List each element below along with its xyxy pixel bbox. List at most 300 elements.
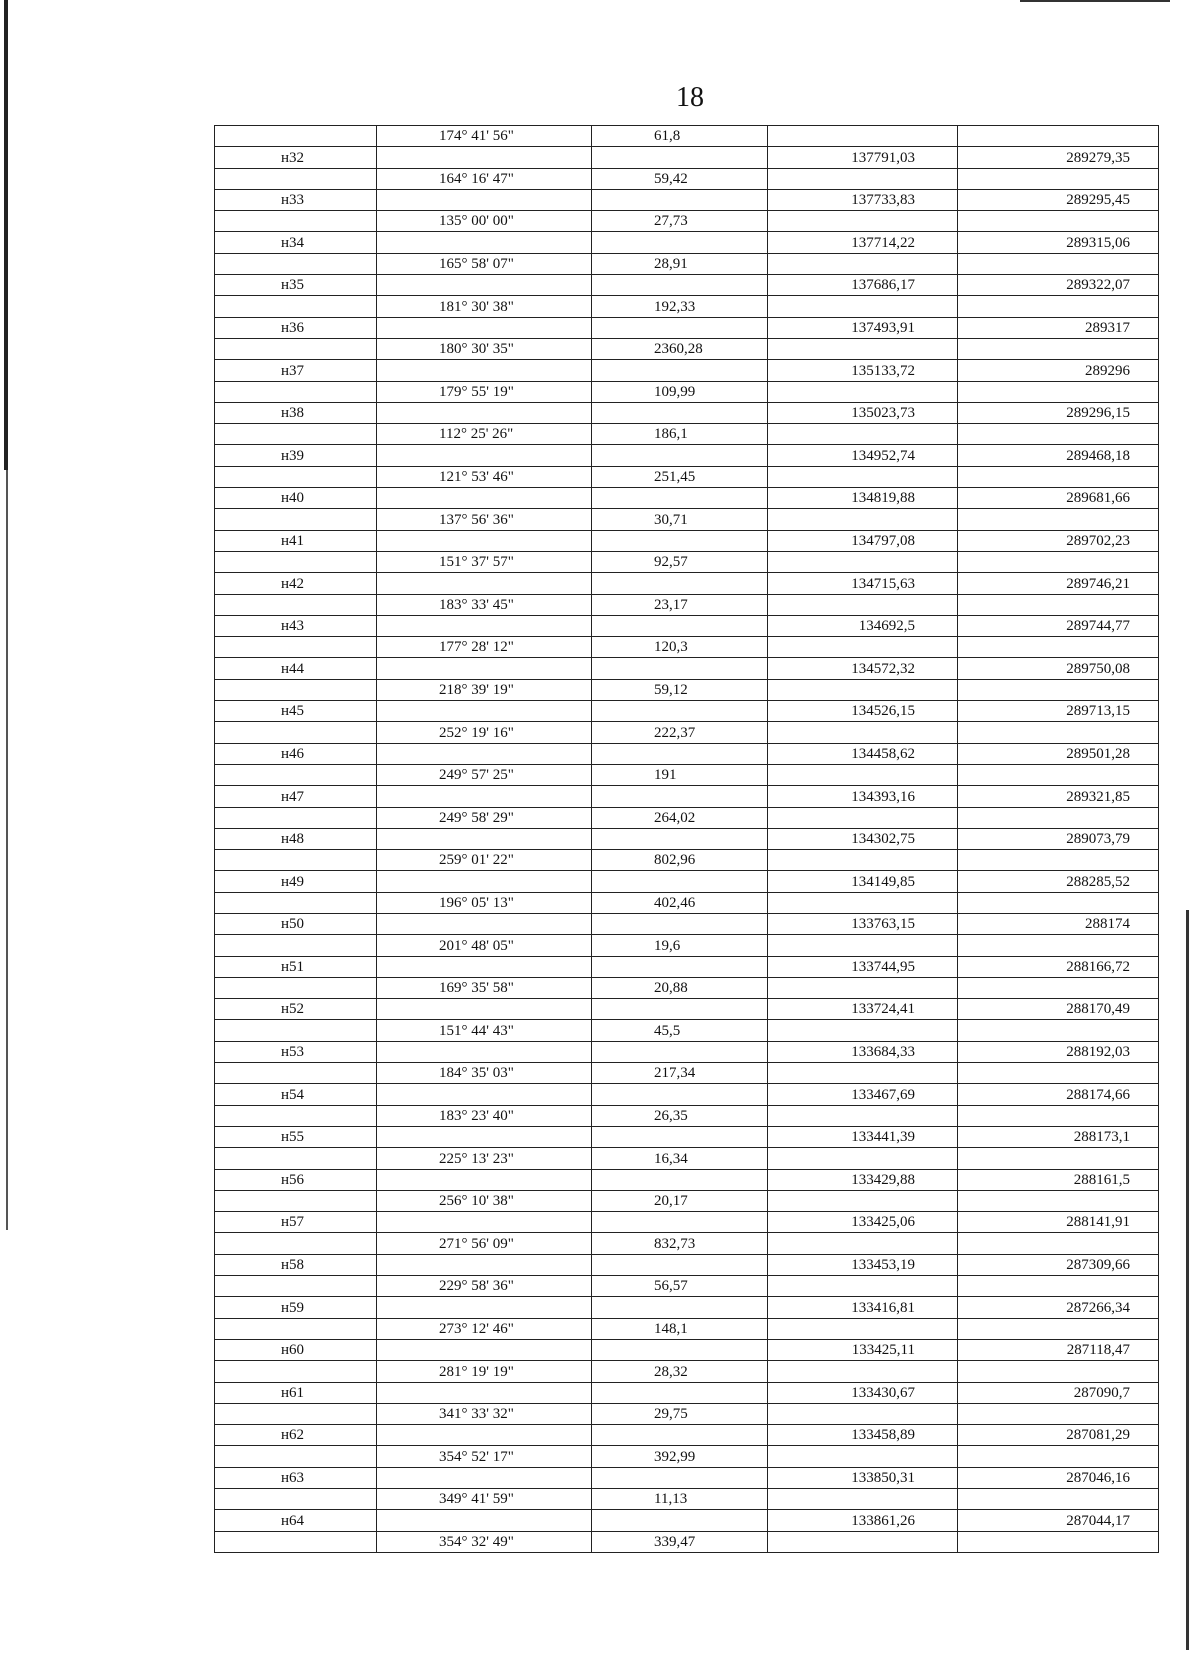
point-name-cell: н53 — [215, 1041, 377, 1062]
distance-cell: 30,71 — [592, 509, 768, 530]
x-coordinate-cell-empty — [768, 168, 958, 189]
y-coordinate-cell-empty — [958, 168, 1159, 189]
distance-cell-empty — [592, 189, 768, 210]
point-name-cell-empty — [215, 126, 377, 147]
point-name-cell: н57 — [215, 1212, 377, 1233]
angle-cell-empty — [377, 743, 592, 764]
point-name-cell: н32 — [215, 147, 377, 168]
point-name-cell: н44 — [215, 658, 377, 679]
point-name-cell-empty — [215, 381, 377, 402]
distance-cell: 20,17 — [592, 1190, 768, 1211]
direction-angle-cell: 218° 39' 19" — [377, 679, 592, 700]
point-row — [215, 1041, 1159, 1062]
point-row — [215, 232, 1159, 253]
y-coordinate-cell-empty — [958, 977, 1159, 998]
distance-cell: 217,34 — [592, 1063, 768, 1084]
y-coordinate-cell-empty — [958, 253, 1159, 274]
point-name-cell-empty — [215, 466, 377, 487]
point-row — [215, 1254, 1159, 1275]
x-coordinate-cell: 134715,63 — [768, 573, 958, 594]
x-coordinate-cell: 137791,03 — [768, 147, 958, 168]
coordinates-table-container — [214, 125, 1158, 1553]
y-coordinate-cell-empty — [958, 1403, 1159, 1424]
direction-angle-cell: 341° 33' 32" — [377, 1403, 592, 1424]
x-coordinate-cell-empty — [768, 1361, 958, 1382]
x-coordinate-cell-empty — [768, 1318, 958, 1339]
x-coordinate-cell: 135133,72 — [768, 360, 958, 381]
point-name-cell-empty — [215, 1105, 377, 1126]
point-name-cell-empty — [215, 1489, 377, 1510]
y-coordinate-cell-empty — [958, 1190, 1159, 1211]
angle-cell-empty — [377, 1467, 592, 1488]
x-coordinate-cell: 133425,11 — [768, 1339, 958, 1360]
distance-cell: 29,75 — [592, 1403, 768, 1424]
segment-row — [215, 253, 1159, 274]
angle-cell-empty — [377, 402, 592, 423]
x-coordinate-cell: 133453,19 — [768, 1254, 958, 1275]
segment-row — [215, 338, 1159, 359]
segment-row — [215, 764, 1159, 785]
x-coordinate-cell: 133861,26 — [768, 1510, 958, 1531]
distance-cell-empty — [592, 1254, 768, 1275]
x-coordinate-cell: 133684,33 — [768, 1041, 958, 1062]
segment-row — [215, 381, 1159, 402]
direction-angle-cell: 281° 19' 19" — [377, 1361, 592, 1382]
point-name-cell-empty — [215, 637, 377, 658]
segment-row — [215, 509, 1159, 530]
direction-angle-cell: 249° 57' 25" — [377, 764, 592, 785]
point-name-cell-empty — [215, 338, 377, 359]
x-coordinate-cell: 134458,62 — [768, 743, 958, 764]
segment-row — [215, 551, 1159, 572]
distance-cell-empty — [592, 615, 768, 636]
x-coordinate-cell: 133425,06 — [768, 1212, 958, 1233]
point-name-cell-empty — [215, 253, 377, 274]
x-coordinate-cell-empty — [768, 679, 958, 700]
y-coordinate-cell-empty — [958, 381, 1159, 402]
point-name-cell: н35 — [215, 275, 377, 296]
x-coordinate-cell: 137714,22 — [768, 232, 958, 253]
segment-row — [215, 1105, 1159, 1126]
point-row — [215, 1510, 1159, 1531]
segment-row — [215, 211, 1159, 232]
point-row — [215, 360, 1159, 381]
segment-row — [215, 977, 1159, 998]
distance-cell-empty — [592, 1297, 768, 1318]
angle-cell-empty — [377, 1297, 592, 1318]
point-name-cell: н45 — [215, 701, 377, 722]
point-name-cell: н33 — [215, 189, 377, 210]
distance-cell-empty — [592, 1084, 768, 1105]
direction-angle-cell: 174° 41' 56" — [377, 126, 592, 147]
x-coordinate-cell-empty — [768, 1063, 958, 1084]
y-coordinate-cell: 287266,34 — [958, 1297, 1159, 1318]
point-row — [215, 828, 1159, 849]
point-row — [215, 1425, 1159, 1446]
distance-cell-empty — [592, 1169, 768, 1190]
x-coordinate-cell: 134526,15 — [768, 701, 958, 722]
point-name-cell: н37 — [215, 360, 377, 381]
y-coordinate-cell: 289279,35 — [958, 147, 1159, 168]
direction-angle-cell: 225° 13' 23" — [377, 1148, 592, 1169]
y-coordinate-cell: 289317 — [958, 317, 1159, 338]
point-name-cell-empty — [215, 551, 377, 572]
distance-cell-empty — [592, 1425, 768, 1446]
point-name-cell: н34 — [215, 232, 377, 253]
x-coordinate-cell-empty — [768, 126, 958, 147]
direction-angle-cell: 177° 28' 12" — [377, 637, 592, 658]
direction-angle-cell: 164° 16' 47" — [377, 168, 592, 189]
x-coordinate-cell-empty — [768, 1020, 958, 1041]
direction-angle-cell: 184° 35' 03" — [377, 1063, 592, 1084]
point-name-cell: н40 — [215, 488, 377, 509]
direction-angle-cell: 196° 05' 13" — [377, 892, 592, 913]
y-coordinate-cell: 287309,66 — [958, 1254, 1159, 1275]
x-coordinate-cell-empty — [768, 935, 958, 956]
point-name-cell-empty — [215, 892, 377, 913]
y-coordinate-cell-empty — [958, 1063, 1159, 1084]
direction-angle-cell: 183° 23' 40" — [377, 1105, 592, 1126]
angle-cell-empty — [377, 275, 592, 296]
point-row — [215, 1339, 1159, 1360]
angle-cell-empty — [377, 1126, 592, 1147]
point-name-cell: н36 — [215, 317, 377, 338]
x-coordinate-cell-empty — [768, 509, 958, 530]
x-coordinate-cell: 135023,73 — [768, 402, 958, 423]
y-coordinate-cell: 289750,08 — [958, 658, 1159, 679]
point-name-cell-empty — [215, 1531, 377, 1552]
point-name-cell: н49 — [215, 871, 377, 892]
point-name-cell-empty — [215, 807, 377, 828]
point-name-cell: н41 — [215, 530, 377, 551]
direction-angle-cell: 179° 55' 19" — [377, 381, 592, 402]
y-coordinate-cell-empty — [958, 424, 1159, 445]
distance-cell: 120,3 — [592, 637, 768, 658]
distance-cell: 402,46 — [592, 892, 768, 913]
direction-angle-cell: 201° 48' 05" — [377, 935, 592, 956]
distance-cell: 45,5 — [592, 1020, 768, 1041]
y-coordinate-cell-empty — [958, 126, 1159, 147]
y-coordinate-cell-empty — [958, 211, 1159, 232]
point-row — [215, 1212, 1159, 1233]
y-coordinate-cell: 289681,66 — [958, 488, 1159, 509]
point-row — [215, 1169, 1159, 1190]
x-coordinate-cell: 134952,74 — [768, 445, 958, 466]
distance-cell: 222,37 — [592, 722, 768, 743]
distance-cell: 56,57 — [592, 1276, 768, 1297]
y-coordinate-cell: 289468,18 — [958, 445, 1159, 466]
page-number: 18 — [676, 82, 704, 113]
point-name-cell-empty — [215, 1403, 377, 1424]
distance-cell-empty — [592, 1382, 768, 1403]
angle-cell-empty — [377, 1084, 592, 1105]
x-coordinate-cell: 133850,31 — [768, 1467, 958, 1488]
direction-angle-cell: 137° 56' 36" — [377, 509, 592, 530]
x-coordinate-cell: 134819,88 — [768, 488, 958, 509]
distance-cell: 23,17 — [592, 594, 768, 615]
y-coordinate-cell: 289322,07 — [958, 275, 1159, 296]
x-coordinate-cell-empty — [768, 424, 958, 445]
point-name-cell: н61 — [215, 1382, 377, 1403]
direction-angle-cell: 135° 00' 00" — [377, 211, 592, 232]
x-coordinate-cell: 137733,83 — [768, 189, 958, 210]
y-coordinate-cell: 289744,77 — [958, 615, 1159, 636]
point-row — [215, 615, 1159, 636]
angle-cell-empty — [377, 1339, 592, 1360]
y-coordinate-cell-empty — [958, 722, 1159, 743]
direction-angle-cell: 273° 12' 46" — [377, 1318, 592, 1339]
y-coordinate-cell: 287090,7 — [958, 1382, 1159, 1403]
direction-angle-cell: 252° 19' 16" — [377, 722, 592, 743]
point-name-cell-empty — [215, 1361, 377, 1382]
distance-cell-empty — [592, 743, 768, 764]
segment-row — [215, 679, 1159, 700]
x-coordinate-cell: 133458,89 — [768, 1425, 958, 1446]
point-name-cell-empty — [215, 850, 377, 871]
x-coordinate-cell-empty — [768, 551, 958, 572]
y-coordinate-cell: 287118,47 — [958, 1339, 1159, 1360]
point-name-cell: н48 — [215, 828, 377, 849]
x-coordinate-cell: 133763,15 — [768, 913, 958, 934]
distance-cell-empty — [592, 1041, 768, 1062]
point-row — [215, 402, 1159, 423]
point-name-cell-empty — [215, 509, 377, 530]
point-row — [215, 1297, 1159, 1318]
x-coordinate-cell-empty — [768, 211, 958, 232]
segment-row — [215, 1020, 1159, 1041]
point-row — [215, 786, 1159, 807]
direction-angle-cell: 151° 44' 43" — [377, 1020, 592, 1041]
point-name-cell: н54 — [215, 1084, 377, 1105]
direction-angle-cell: 169° 35' 58" — [377, 977, 592, 998]
angle-cell-empty — [377, 1425, 592, 1446]
angle-cell-empty — [377, 189, 592, 210]
x-coordinate-cell-empty — [768, 1233, 958, 1254]
angle-cell-empty — [377, 615, 592, 636]
segment-row — [215, 296, 1159, 317]
y-coordinate-cell: 288285,52 — [958, 871, 1159, 892]
angle-cell-empty — [377, 999, 592, 1020]
segment-row — [215, 1531, 1159, 1552]
point-name-cell-empty — [215, 679, 377, 700]
distance-cell: 26,35 — [592, 1105, 768, 1126]
segment-row — [215, 850, 1159, 871]
point-name-cell-empty — [215, 1276, 377, 1297]
distance-cell: 11,13 — [592, 1489, 768, 1510]
point-name-cell-empty — [215, 722, 377, 743]
x-coordinate-cell: 133416,81 — [768, 1297, 958, 1318]
x-coordinate-cell: 134572,32 — [768, 658, 958, 679]
segment-row — [215, 1233, 1159, 1254]
point-row — [215, 956, 1159, 977]
distance-cell: 192,33 — [592, 296, 768, 317]
point-name-cell: н59 — [215, 1297, 377, 1318]
distance-cell-empty — [592, 360, 768, 381]
x-coordinate-cell: 134692,5 — [768, 615, 958, 636]
point-name-cell-empty — [215, 1020, 377, 1041]
point-name-cell-empty — [215, 764, 377, 785]
segment-row — [215, 1489, 1159, 1510]
x-coordinate-cell-empty — [768, 1531, 958, 1552]
x-coordinate-cell: 133744,95 — [768, 956, 958, 977]
point-row — [215, 317, 1159, 338]
y-coordinate-cell-empty — [958, 1531, 1159, 1552]
distance-cell: 109,99 — [592, 381, 768, 402]
point-row — [215, 445, 1159, 466]
y-coordinate-cell-empty — [958, 1318, 1159, 1339]
y-coordinate-cell: 287044,17 — [958, 1510, 1159, 1531]
x-coordinate-cell-empty — [768, 253, 958, 274]
point-name-cell: н64 — [215, 1510, 377, 1531]
point-row — [215, 530, 1159, 551]
y-coordinate-cell-empty — [958, 1020, 1159, 1041]
y-coordinate-cell-empty — [958, 679, 1159, 700]
point-row — [215, 488, 1159, 509]
x-coordinate-cell-empty — [768, 722, 958, 743]
point-name-cell-empty — [215, 1318, 377, 1339]
point-name-cell: н60 — [215, 1339, 377, 1360]
distance-cell-empty — [592, 445, 768, 466]
segment-row — [215, 1148, 1159, 1169]
angle-cell-empty — [377, 1254, 592, 1275]
direction-angle-cell: 181° 30' 38" — [377, 296, 592, 317]
segment-row — [215, 1276, 1159, 1297]
y-coordinate-cell: 289295,45 — [958, 189, 1159, 210]
point-name-cell-empty — [215, 424, 377, 445]
y-coordinate-cell-empty — [958, 1446, 1159, 1467]
direction-angle-cell: 259° 01' 22" — [377, 850, 592, 871]
x-coordinate-cell: 133430,67 — [768, 1382, 958, 1403]
distance-cell-empty — [592, 913, 768, 934]
segment-row — [215, 126, 1159, 147]
angle-cell-empty — [377, 1041, 592, 1062]
angle-cell-empty — [377, 1169, 592, 1190]
x-coordinate-cell-empty — [768, 1148, 958, 1169]
y-coordinate-cell-empty — [958, 296, 1159, 317]
segment-row — [215, 168, 1159, 189]
y-coordinate-cell: 289296 — [958, 360, 1159, 381]
distance-cell-empty — [592, 147, 768, 168]
y-coordinate-cell: 288161,5 — [958, 1169, 1159, 1190]
angle-cell-empty — [377, 360, 592, 381]
y-coordinate-cell-empty — [958, 1233, 1159, 1254]
point-name-cell: н55 — [215, 1126, 377, 1147]
segment-row — [215, 466, 1159, 487]
distance-cell-empty — [592, 1467, 768, 1488]
x-coordinate-cell: 133724,41 — [768, 999, 958, 1020]
x-coordinate-cell-empty — [768, 594, 958, 615]
distance-cell-empty — [592, 999, 768, 1020]
point-name-cell-empty — [215, 211, 377, 232]
coordinates-table — [214, 125, 1159, 1553]
distance-cell: 61,8 — [592, 126, 768, 147]
segment-row — [215, 722, 1159, 743]
x-coordinate-cell-empty — [768, 296, 958, 317]
angle-cell-empty — [377, 786, 592, 807]
distance-cell: 27,73 — [592, 211, 768, 232]
point-name-cell: н50 — [215, 913, 377, 934]
x-coordinate-cell-empty — [768, 1276, 958, 1297]
y-coordinate-cell: 289315,06 — [958, 232, 1159, 253]
point-name-cell-empty — [215, 168, 377, 189]
y-coordinate-cell: 289501,28 — [958, 743, 1159, 764]
distance-cell: 802,96 — [592, 850, 768, 871]
angle-cell-empty — [377, 147, 592, 168]
angle-cell-empty — [377, 1212, 592, 1233]
direction-angle-cell: 112° 25' 26" — [377, 424, 592, 445]
segment-row — [215, 892, 1159, 913]
x-coordinate-cell-empty — [768, 1403, 958, 1424]
segment-row — [215, 1063, 1159, 1084]
x-coordinate-cell-empty — [768, 977, 958, 998]
y-coordinate-cell-empty — [958, 807, 1159, 828]
distance-cell: 19,6 — [592, 935, 768, 956]
distance-cell: 20,88 — [592, 977, 768, 998]
y-coordinate-cell: 289073,79 — [958, 828, 1159, 849]
distance-cell-empty — [592, 402, 768, 423]
y-coordinate-cell-empty — [958, 850, 1159, 871]
scan-artifact-left-edge-lower — [6, 470, 8, 1230]
y-coordinate-cell-empty — [958, 1361, 1159, 1382]
segment-row — [215, 807, 1159, 828]
segment-row — [215, 935, 1159, 956]
distance-cell-empty — [592, 275, 768, 296]
y-coordinate-cell-empty — [958, 466, 1159, 487]
y-coordinate-cell: 288166,72 — [958, 956, 1159, 977]
y-coordinate-cell: 289713,15 — [958, 701, 1159, 722]
x-coordinate-cell-empty — [768, 1190, 958, 1211]
point-name-cell: н42 — [215, 573, 377, 594]
y-coordinate-cell-empty — [958, 509, 1159, 530]
x-coordinate-cell: 133441,39 — [768, 1126, 958, 1147]
direction-angle-cell: 180° 30' 35" — [377, 338, 592, 359]
point-name-cell: н39 — [215, 445, 377, 466]
point-row — [215, 658, 1159, 679]
distance-cell: 186,1 — [592, 424, 768, 445]
angle-cell-empty — [377, 701, 592, 722]
point-row — [215, 573, 1159, 594]
x-coordinate-cell: 137686,17 — [768, 275, 958, 296]
distance-cell: 832,73 — [592, 1233, 768, 1254]
direction-angle-cell: 256° 10' 38" — [377, 1190, 592, 1211]
distance-cell-empty — [592, 701, 768, 722]
segment-row — [215, 637, 1159, 658]
direction-angle-cell: 151° 37' 57" — [377, 551, 592, 572]
point-row — [215, 743, 1159, 764]
point-row — [215, 1467, 1159, 1488]
direction-angle-cell: 229° 58' 36" — [377, 1276, 592, 1297]
distance-cell-empty — [592, 488, 768, 509]
point-row — [215, 913, 1159, 934]
angle-cell-empty — [377, 871, 592, 892]
point-name-cell-empty — [215, 296, 377, 317]
distance-cell-empty — [592, 1339, 768, 1360]
point-row — [215, 701, 1159, 722]
distance-cell-empty — [592, 871, 768, 892]
point-name-cell: н51 — [215, 956, 377, 977]
distance-cell: 16,34 — [592, 1148, 768, 1169]
point-row — [215, 871, 1159, 892]
x-coordinate-cell: 134797,08 — [768, 530, 958, 551]
segment-row — [215, 1318, 1159, 1339]
x-coordinate-cell: 134393,16 — [768, 786, 958, 807]
point-name-cell-empty — [215, 1148, 377, 1169]
y-coordinate-cell-empty — [958, 1276, 1159, 1297]
distance-cell: 251,45 — [592, 466, 768, 487]
point-name-cell-empty — [215, 977, 377, 998]
direction-angle-cell: 349° 41' 59" — [377, 1489, 592, 1510]
y-coordinate-cell: 288174 — [958, 913, 1159, 934]
